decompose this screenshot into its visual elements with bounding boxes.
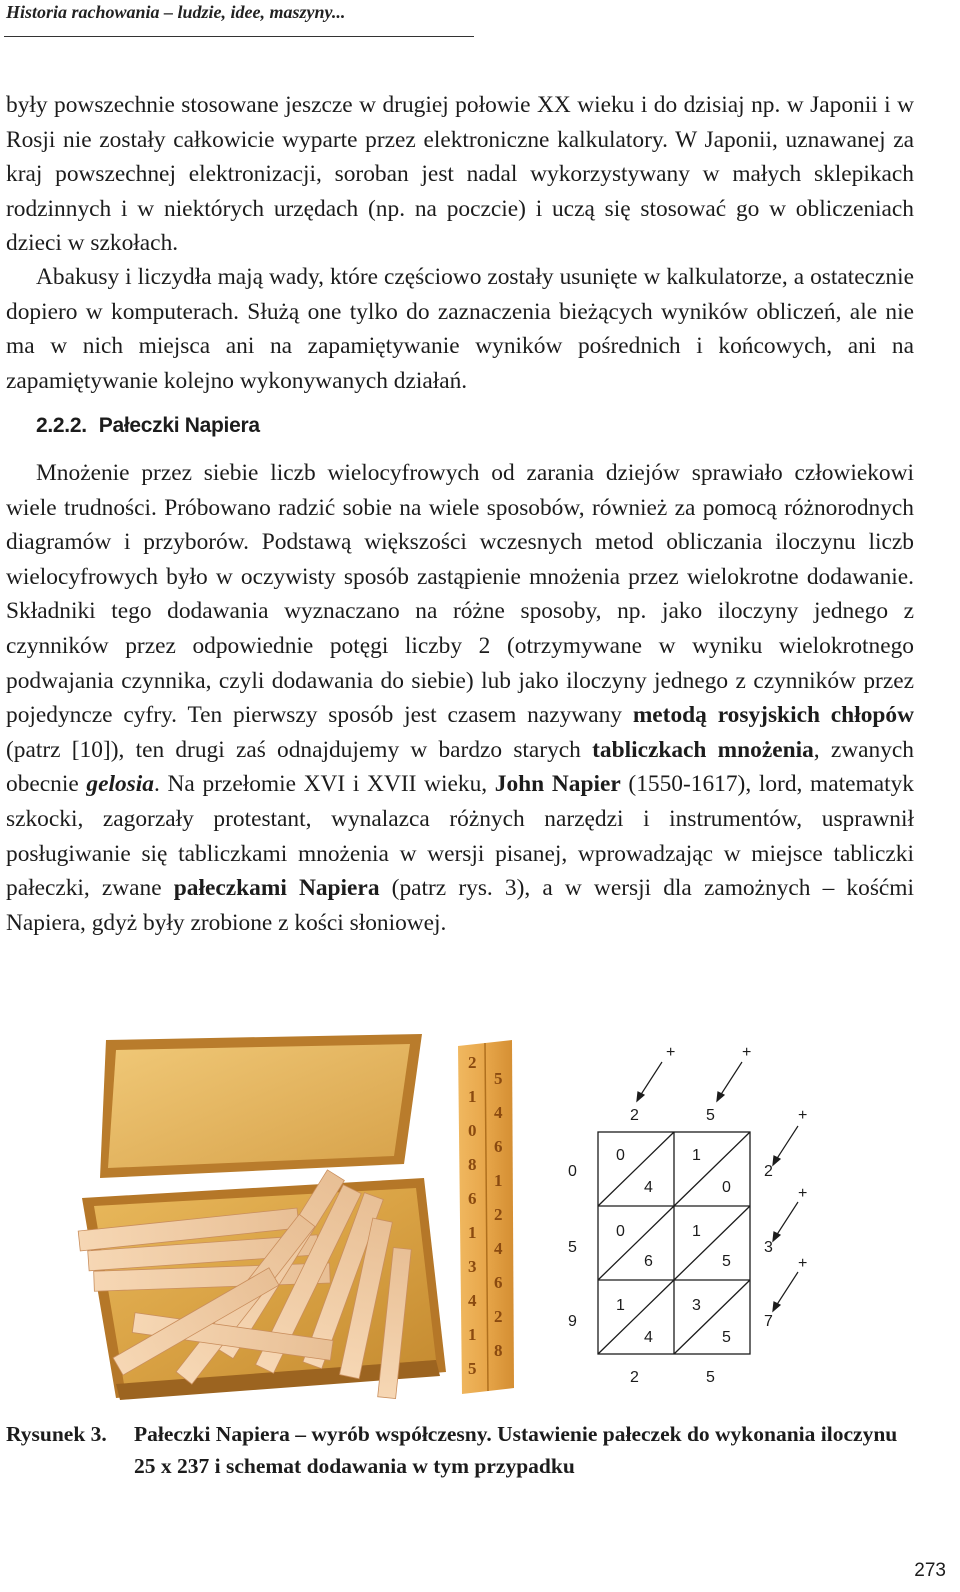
section-heading [36, 414, 260, 438]
cell-lower-digit: 4 [644, 1329, 653, 1346]
stick-digit: 4 [494, 1239, 503, 1258]
page-number: 273 [914, 1560, 946, 1581]
p3-text-3: , zwanych obecnie [6, 736, 914, 798]
paragraph-3 [6, 456, 914, 940]
stick-digit: 2 [468, 1053, 477, 1072]
term-russian-peasant-method: metodą rosyjskich chłopów [632, 702, 914, 729]
cell-lower-digit: 5 [722, 1253, 731, 1270]
stick-digit: 1 [494, 1171, 503, 1190]
cell-lower-digit: 0 [722, 1179, 731, 1196]
bottom-digit: 2 [630, 1369, 639, 1386]
stick-digit: 2 [494, 1205, 503, 1224]
cell-lower-digit: 4 [644, 1179, 653, 1196]
plus-sign: + [798, 1255, 808, 1272]
stick-digit: 5 [468, 1359, 477, 1378]
cell-upper-digit: 0 [616, 1147, 625, 1164]
stick-digit: 6 [494, 1137, 503, 1156]
caption-label: Rysunek 3. [6, 1422, 107, 1446]
term-multiplication-tables: tabliczkach mnożenia [592, 736, 814, 763]
caption-text: Pałeczki Napiera – wyrób współczesny. Ustawienie pałeczek do wykonania iloczynu 25 x 237 i schemat dodawania w tym przypadku [134, 1422, 898, 1478]
cell-lower-digit: 6 [644, 1253, 653, 1270]
cell-upper-digit: 0 [616, 1223, 625, 1240]
stick-digit: 3 [468, 1257, 477, 1276]
paragraph-2: Abakusy i liczydła mają wady, które częściowo zostały usunięte w kalkulatorze, a ostatecznie dopiero w komputerach. Służą one tylko do zaznaczenia bieżących wyników obliczeń, ale nie ma w nich miejsca ani na zapamiętywanie wyników pośrednich i końcowych, ani na zapamiętywanie kolejno wykonywanych działań. [6, 264, 914, 394]
cell-lower-digit: 5 [722, 1329, 731, 1346]
cell-upper-digit: 1 [692, 1147, 701, 1164]
p3-text-5: (1550-1617), lord, matematyk szkocki, zagorzały protestant, wynalazca różnych narzędzi i instrumentów, usprawnił posługiwanie się tabliczkami mnożenia w wersji pisanej, wprowadzając w miejsce tabliczki pałeczki, zwane [6, 771, 914, 902]
stick-digit: 5 [494, 1069, 503, 1088]
left-digit: 0 [568, 1163, 577, 1180]
cell-upper-digit: 1 [616, 1297, 625, 1314]
left-digit: 5 [568, 1239, 577, 1256]
stick-digit: 1 [468, 1223, 477, 1242]
plus-sign: + [798, 1185, 808, 1202]
p3-text-2: (patrz [10]), ten drugi zaś odnajdujemy w bardzo starych [6, 736, 593, 763]
p3-text-4: . Na przełomie XVI i XVII wieku, [153, 771, 495, 798]
plus-sign: + [666, 1044, 676, 1061]
right-digit: 3 [764, 1239, 773, 1256]
lattice-grid [598, 1132, 750, 1354]
napier-rods-photo [44, 1028, 612, 1402]
lattice-diagram [560, 1040, 820, 1400]
p3-text-1: Mnożenie przez siebie liczb wielocyfrowych od zarania dziejów sprawiało człowiekowi wiele trudności. Próbowano radzić sobie na wiele sposobów, również za pomocą różnorodnych diagramów i przyborów. Podstawą większości wczesnych metod obliczania iloczynu liczb wielocyfrowych było w oczywisty sposób zastąpienie mnożenia przez wielokrotne dodawanie. Składniki tego dodawania wyznaczano na różne sposoby, np. jako iloczyny jednego z czynników przez odpowiednie potęgi liczby 2 (otrzymywane w wyniku wielokrotnego podwajania czynnika, czyli dodawania do siebie) lub jako iloczyny jednego z czynników przez pojedyncze cyfry. Ten pierwszy sposób jest czasem nazywany [6, 460, 914, 729]
top-digit: 5 [706, 1107, 715, 1124]
p3-text-6: (patrz rys. 3), a w wersji dla zamożnych – kośćmi Napiera, gdyż były zrobione z kości słoniowej. [6, 875, 914, 936]
top-digit: 2 [630, 1107, 639, 1124]
term-john-napier: John Napier [494, 771, 621, 798]
paragraph-1: były powszechnie stosowane jeszcze w drugiej połowie XX wieku i do dzisiaj np. w Japonii i w Rosji nie zostały całkowicie wyparte przez elektroniczne kalkulatory. W Japonii, uznawanej za kraj powszechnej elektronizacji, soroban jest nadal wykorzystywany w małych sklepikach rodzinnych i w niektórych urzędach (np. na poczcie) i uczą się stosować go w obliczeniach dzieci w szkołach. [6, 92, 914, 257]
plus-sign: + [742, 1044, 752, 1061]
upright-napier-stick [458, 1040, 514, 1394]
addition-arrows [637, 1062, 798, 1311]
term-napier-bones: pałeczkami Napiera [173, 875, 380, 902]
header-rule [4, 36, 474, 37]
term-gelosia: gelosia [86, 771, 154, 798]
section-title: Pałeczki Napiera [98, 414, 260, 437]
right-digit: 2 [764, 1163, 773, 1180]
stick-digit: 6 [468, 1189, 477, 1208]
stick-digit: 4 [468, 1291, 477, 1310]
stick-digit: 1 [468, 1325, 477, 1344]
cell-upper-digit: 1 [692, 1223, 701, 1240]
box-lid [100, 1034, 422, 1178]
left-digit: 9 [568, 1313, 577, 1330]
stick-digit: 8 [468, 1155, 477, 1174]
bottom-digit: 5 [706, 1369, 715, 1386]
running-header: Historia rachowania – ludzie, idee, maszyny... [6, 2, 346, 22]
stick-digit: 0 [468, 1121, 477, 1140]
stick-digit: 6 [494, 1273, 503, 1292]
right-digit: 7 [764, 1313, 773, 1330]
plus-sign: + [798, 1107, 808, 1124]
stick-digit: 2 [494, 1307, 503, 1326]
section-number: 2.2.2. [36, 414, 87, 437]
stick-digit: 1 [468, 1087, 477, 1106]
stick-digit: 4 [494, 1103, 503, 1122]
cell-upper-digit: 3 [692, 1297, 701, 1314]
stick-digit: 8 [494, 1341, 503, 1360]
